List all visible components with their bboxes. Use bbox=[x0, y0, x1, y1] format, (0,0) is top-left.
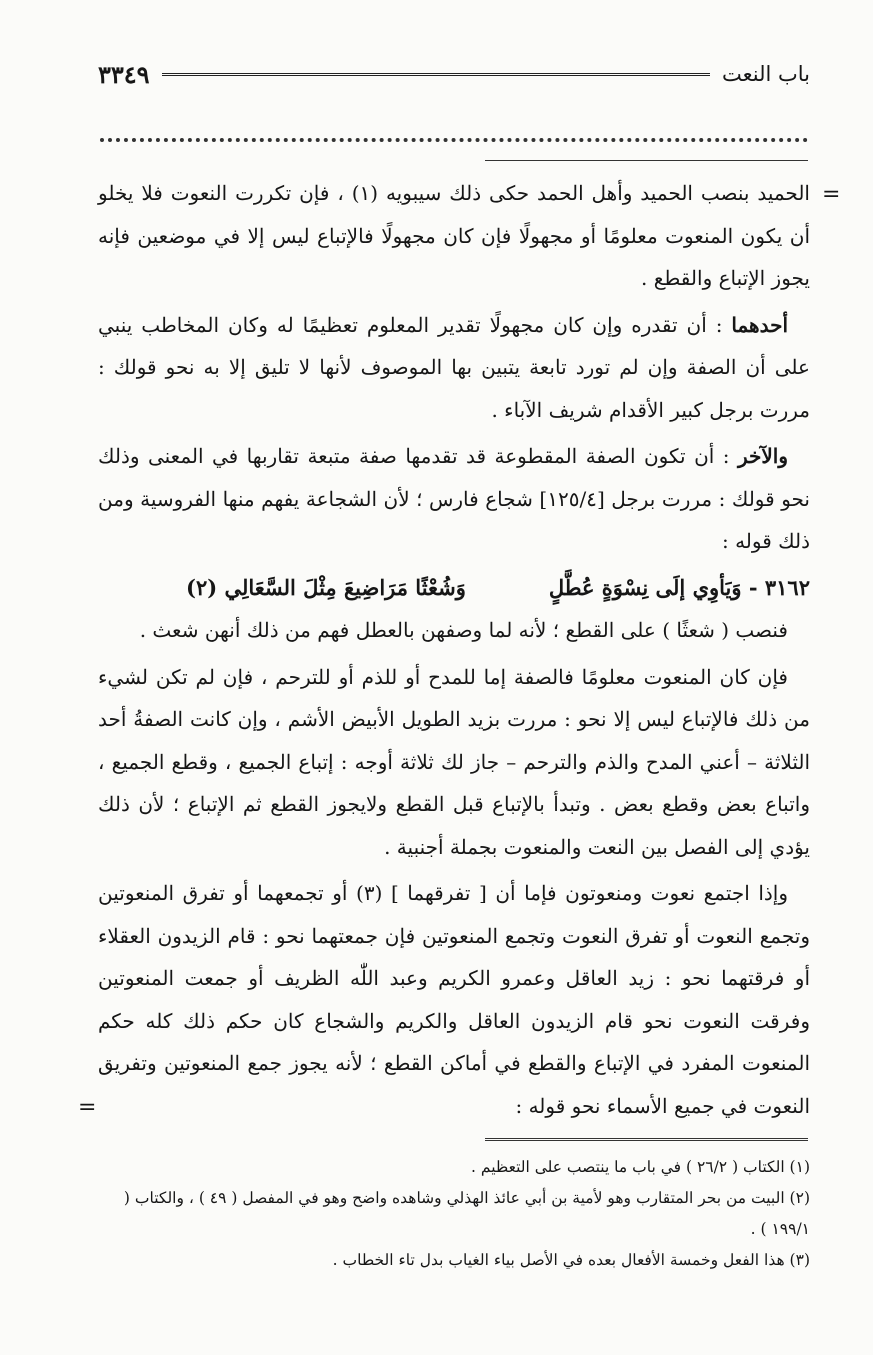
page-number: ٣٣٤٩ bbox=[98, 59, 150, 89]
paragraph-1: الحميد بنصب الحميد وأهل الحمد حكى ذلك سيبويه (١) ، فإن تكررت النعوت فلا يخلو أن يكون المنعوت معلومًا أو مجهولًا فإن كان مجهولًا فالإتباع ليس إلا في موضعين فإنه يجوز الإتباع والقطع . bbox=[98, 181, 810, 290]
paragraph-6: وإذا اجتمع نعوت ومنعوتون فإما أن [ تفرقهما ] (٣) أو تجمعهما أو تفرق المنعوتين وتجمع النعوت أو تفرق النعوت وتجمع المنعوتين فإن جمعتهما نحو : قام الزيدون العقلاء أو فرقتهما نحو : زيد العاقل وعمرو الكريم وعبد اللّٰه الظريف أو جمعت المنعوتين وفرقت النعوت نحو قام الزيدون العاقل والكريم والشجاع كان حكم ذلك كله حكم المنعوت المفرد في الإتباع والقطع في أماكن القطع ؛ لأنه يجوز جمع المنعوتين وتفريق النعوت في جميع الأسماء نحو قوله : bbox=[98, 881, 810, 1118]
main-text bbox=[98, 172, 810, 1131]
continuation-rule bbox=[485, 160, 808, 161]
paragraph-3-text: : أن تكون الصفة المقطوعة قد تقدمها صفة متبعة تقاربها في المعنى وذلك نحو قولك : مررت برجل [١٢٥/٤] شجاع فارس ؛ لأن الشجاعة يفهم منها الفروسية ومن ذلك قوله : bbox=[98, 444, 810, 553]
footnote-1: (١) الكتاب ( ٢٦/٢ ) في باب ما ينتصب على التعظيم . bbox=[471, 1158, 810, 1176]
dotted-divider bbox=[100, 124, 808, 142]
verse-line bbox=[98, 567, 810, 610]
paragraph-2-text: : أن تقدره وإن كان مجهولًا تقدير المعلوم تعظيمًا له وكان المخاطب ينبي على أن الصفة وإن لم تورد تابعة يتبين بها الموصوف لأنها لا تليق إلا به نحو قولك : مررت برجل كبير الأقدام شريف الآباء . bbox=[98, 312, 810, 422]
running-header bbox=[98, 54, 810, 94]
footnote-2: (٢) البيت من بحر المتقارب وهو لأمية بن أبي عائذ الهذلي وشاهده واضح وهو في المفصل ( ٤٩ ) ، والكتاب ( ١٩٩/١ ) . bbox=[123, 1189, 810, 1238]
paragraph-5: فإن كان المنعوت معلومًا فالصفة إما للمدح أو للذم أو للترحم ، فإن لم تكن لشيء من ذلك فالإتباع ليس إلا نحو : مررت بزيد الطويل الأبيض الأشم ، وإن كانت الصفةُ أحد الثلاثة – أعني المدح والذم والترحم – جاز لك ثلاثة أوجه : إتباع الجميع ، وقطع الجميع ، واتباع بعض وقطع بعض . وتبدأ بالإتباع قبل القطع ولايجوز القطع ثم الإتباع ؛ لأن ذلك يؤدي إلى الفصل بين النعت والمنعوت بجملة أجنبية . bbox=[98, 664, 810, 859]
paragraph-2-lead: أحدهما bbox=[731, 312, 788, 337]
footnote-rule bbox=[485, 1138, 808, 1141]
verse-second-hemistich: وَشُعْثًا مَرَاضِيعَ مِثْلَ السَّعَالِي (٢) bbox=[186, 574, 466, 600]
footnotes bbox=[98, 1152, 810, 1276]
header-rule bbox=[162, 73, 710, 76]
paragraph-3 bbox=[98, 435, 810, 563]
continuation-mark-top: = bbox=[822, 182, 841, 207]
paragraph-4: فنصب ( شعثًا ) على القطع ؛ لأنه لما وصفهن بالعطل فهم من ذلك أنهن شعث . bbox=[139, 618, 788, 642]
continuation-mark-bottom: = bbox=[78, 1095, 97, 1120]
footnote-3: (٣) هذا الفعل وخمسة الأفعال بعده في الأصل بياء الغياب بدل تاء الخطاب . bbox=[332, 1251, 810, 1269]
verse-first-hemistich: ٣١٦٢ - وَيَأوِي إلَى نِسْوَةٍ عُطَّلٍ bbox=[548, 574, 810, 600]
paragraph-3-lead: والآخر bbox=[737, 444, 788, 468]
paragraph-2 bbox=[98, 304, 810, 432]
chapter-title: باب النعت bbox=[721, 62, 810, 86]
